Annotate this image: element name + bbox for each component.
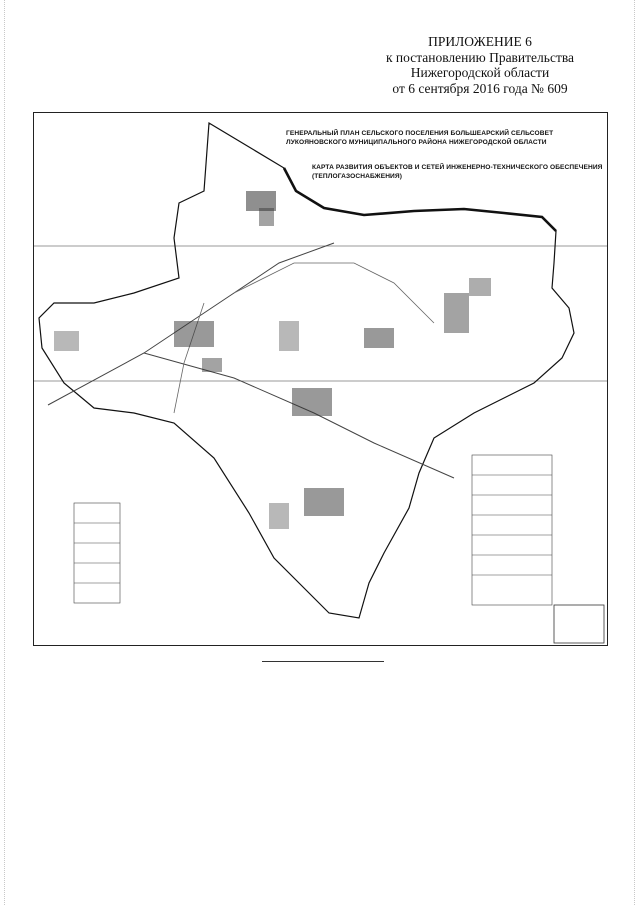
title-block-stamp — [554, 605, 604, 643]
page-right-edge — [634, 0, 635, 905]
road-line — [174, 303, 204, 413]
legend-block-right — [472, 455, 552, 605]
map-drawing — [34, 113, 607, 645]
map-title: ГЕНЕРАЛЬНЫЙ ПЛАН СЕЛЬСКОГО ПОСЕЛЕНИЯ БОЛЬШЕАРСКИЙ СЕЛЬСОВЕТ ЛУКОЯНОВСКОГО МУНИЦИПАЛЬНОГО РАЙОНА НИЖЕГОРОДСКОЙ ОБЛАСТИ — [286, 130, 554, 146]
appendix-resolution: к постановлению Правительства — [385, 49, 575, 65]
map-subtitle: КАРТА РАЗВИТИЯ ОБЪЕКТОВ И СЕТЕЙ ИНЖЕНЕРНО-ТЕХНИЧЕСКОГО ОБЕСПЕЧЕНИЯ (ТЕПЛОГАЗОСНАБЖЕНИЯ) — [312, 164, 603, 180]
appendix-number: ПРИЛОЖЕНИЕ 6 — [428, 34, 532, 49]
road-line — [234, 263, 434, 323]
legend-block-left — [74, 503, 120, 603]
appendix-region: Нижегородской области — [410, 65, 550, 80]
page-left-edge — [4, 0, 5, 905]
settlement-clusters — [54, 191, 491, 529]
closing-divider — [262, 661, 384, 662]
appendix-header — [340, 34, 620, 96]
appendix-date: от 6 сентября 2016 года № 609 — [392, 80, 568, 96]
general-plan-map — [33, 112, 608, 646]
